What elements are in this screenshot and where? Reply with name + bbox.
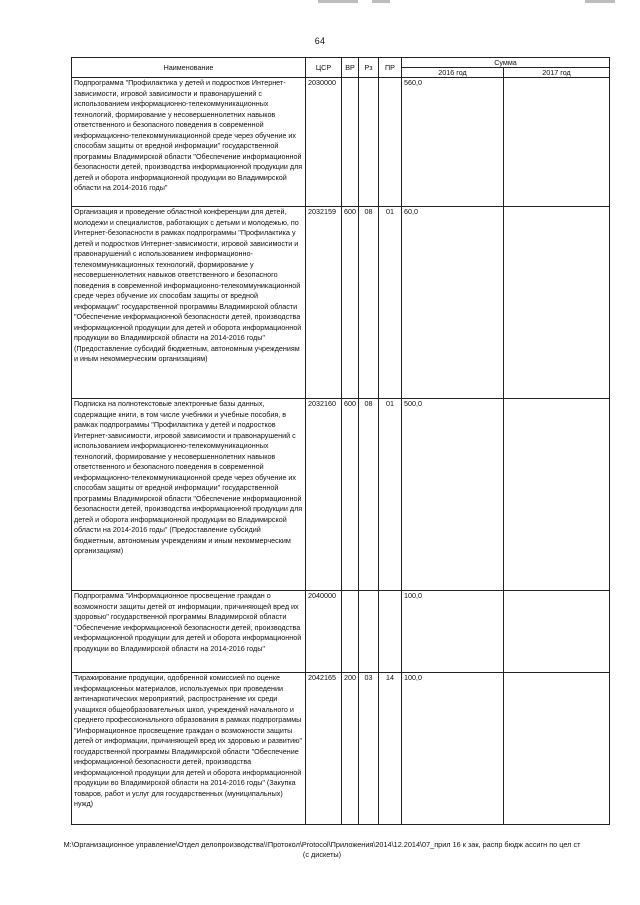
header-csr: ЦСР (306, 58, 342, 78)
footer-file-path: М:\Организационное управление\Отдел делопроизводства\!Протокол\Protocol\Приложения\2014\12.2014\07_прил 16 к зак, распр бюдж ассигн по цел ст (с дискеты) (63, 840, 581, 859)
row-name: Подписка на полнотекстовые электронные базы данных, содержащие книги, в том числе учебники и учебные пособия, в рамках подпрограммы "Профилактика у детей и подростков Интернет-зависимости, игровой зависимости и правонарушений с использованием информационно-телекоммуникационных технологий, формирование у несовершеннолетних навыков ответственного и безопасного поведения в современной информационно-телекоммуникационной среде через обучение их способам защиты от вредной информации" государственной программы Владимирской области "Обеспечение информационной безопасности детей, производства информационной продукции для детей и оборота информационной продукции во Владимирской области на 2014-2016 годы" (Предоставление субсидий бюджетным, автономным учреждениям и иным некоммерческим организациям) (72, 399, 306, 591)
row-amount-2017 (504, 78, 610, 207)
row-csr: 2030000 (306, 78, 342, 207)
table-row (72, 78, 610, 207)
row-vr (342, 591, 359, 673)
row-pr: 01 (379, 399, 402, 591)
row-name: Тиражирование продукции, одобренной комиссией по оценке информационных материалов, используемых при проведении антинаркотических мероприятий, распространение их среди учащихся общеобразовательных школ, учреждений начального и среднего профессионального образования в рамках подпрограммы "Информационное просвещение граждан о возможности защиты детей от информации, причиняющей вред их здоровью и развитию" государственной программы Владимирской области "Обеспечение информационной безопасности детей, производства информационной продукции для детей и оборота информационной продукции во Владимирской области на 2014-2016 годы" (Закупка товаров, работ и услуг для государственных (муниципальных) нужд) (72, 673, 306, 825)
budget-table (71, 57, 610, 825)
header-vr: ВР (342, 58, 359, 78)
table-row (72, 673, 610, 825)
row-csr: 2032160 (306, 399, 342, 591)
header-pr: ПР (379, 58, 402, 78)
row-pr (379, 78, 402, 207)
row-amount-2016: 500,0 (402, 399, 504, 591)
row-rz: 03 (359, 673, 379, 825)
header-2016: 2016 год (402, 68, 504, 78)
row-amount-2017 (504, 207, 610, 399)
row-amount-2016: 100,0 (402, 673, 504, 825)
header-rz: Рз (359, 58, 379, 78)
row-rz (359, 78, 379, 207)
row-name: Подпрограмма "Информационное просвещение граждан о возможности защиты детей от информации, причиняющей вред их здоровью" государственной программы Владимирской области "Обеспечение информационной безопасности детей, производства информационной продукции для детей и оборота информационной продукции во Владимирской области на 2014-2016 годы" (72, 591, 306, 673)
row-vr (342, 78, 359, 207)
row-amount-2016: 100,0 (402, 591, 504, 673)
row-pr: 01 (379, 207, 402, 399)
scan-top-marks (0, 0, 640, 6)
table-row (72, 591, 610, 673)
table-row (72, 399, 610, 591)
row-vr: 600 (342, 399, 359, 591)
row-pr (379, 591, 402, 673)
row-csr: 2032159 (306, 207, 342, 399)
page-number: 64 (314, 36, 326, 46)
row-amount-2017 (504, 399, 610, 591)
row-vr: 600 (342, 207, 359, 399)
header-2017: 2017 год (504, 68, 610, 78)
header-name: Наименование (72, 58, 306, 78)
row-vr: 200 (342, 673, 359, 825)
row-rz (359, 591, 379, 673)
row-rz: 08 (359, 207, 379, 399)
row-rz: 08 (359, 399, 379, 591)
row-amount-2016: 60,0 (402, 207, 504, 399)
table-header (72, 58, 610, 78)
table-row (72, 207, 610, 399)
row-pr: 14 (379, 673, 402, 825)
header-sum: Сумма (402, 58, 610, 68)
row-name: Подпрограмма "Профилактика у детей и подростков Интернет-зависимости, игровой зависимости и правонарушений с использованием информационно-телекоммуникационных технологий, формирование у несовершеннолетних навыков ответственного и безопасного поведения в современной информационно-телекоммуникационной среде через обучение их способам защиты от вредной информации" государственной программы Владимирской области "Обеспечение информационной безопасности детей, производства информационной продукции для детей и оборота информационной продукции во Владимирской области на 2014-2016 годы" (72, 78, 306, 207)
row-amount-2017 (504, 591, 610, 673)
row-csr: 2042165 (306, 673, 342, 825)
row-amount-2017 (504, 673, 610, 825)
row-amount-2016: 560,0 (402, 78, 504, 207)
row-csr: 2040000 (306, 591, 342, 673)
row-name: Организация и проведение областной конференции для детей, молодежи и специалистов, работающих с детьми и молодежью, по Интернет-безопасности в рамках подпрограммы "Профилактика у детей и подростков Интернет-зависимости, игровой зависимости и правонарушений с использованием информационно-телекоммуникационных технологий, формирование у несовершеннолетних навыков ответственного и безопасного поведения в современной информационно-телекоммуникационной среде через обучение их способам защиты от вредной информации" государственной программы Владимирской области "Обеспечение информационной безопасности детей, производства информационной продукции для детей и оборота информационной продукции во Владимирской области на 2014-2016 годы" (Предоставление субсидий бюджетным, автономным учреждениям и иным некоммерческим организациям) (72, 207, 306, 399)
